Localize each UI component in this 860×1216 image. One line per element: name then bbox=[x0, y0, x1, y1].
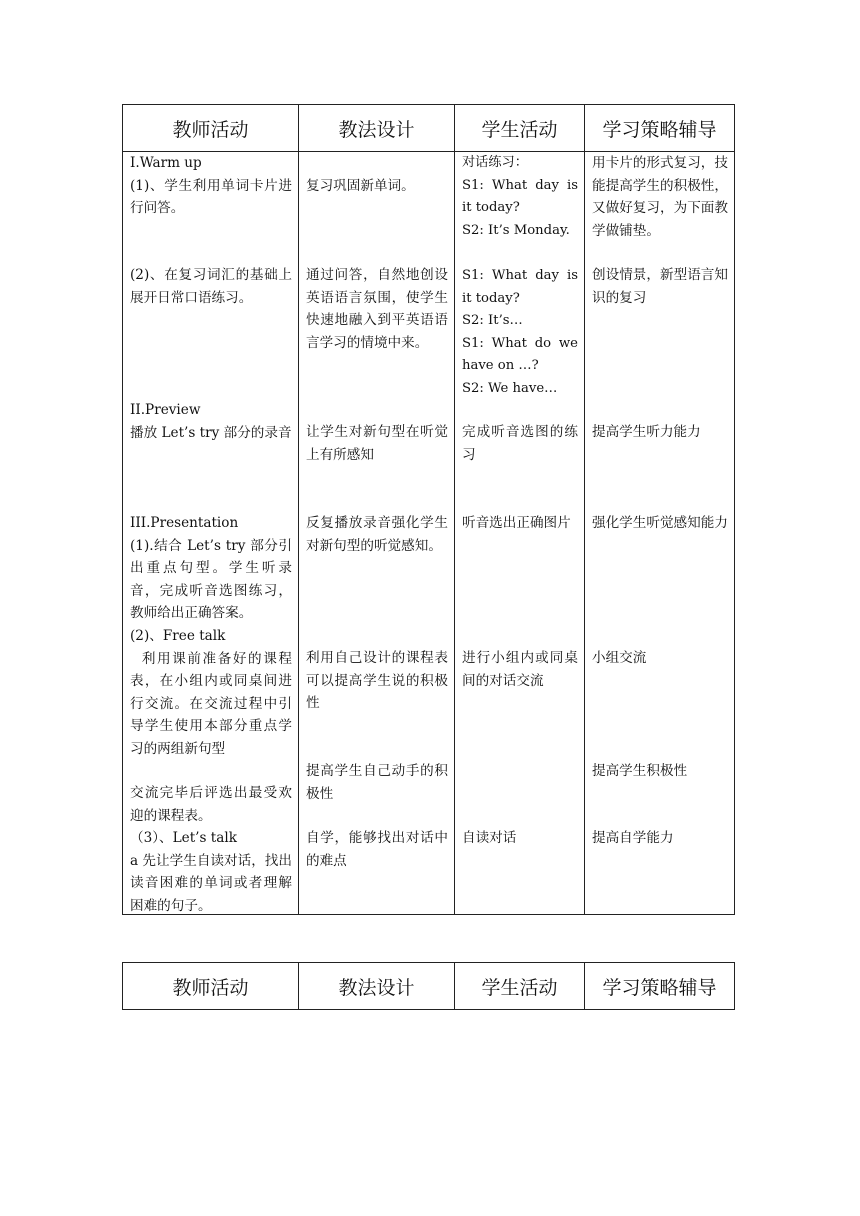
teacher-activity-cell bbox=[123, 152, 299, 915]
design-schedule: 利用自己设计的课程表可以提高学生说的积极性 bbox=[306, 650, 448, 712]
dialogue-line: S2: It’s… bbox=[462, 313, 523, 329]
preview-step: 播放 Let’s try 部分的录音 bbox=[130, 424, 292, 441]
dialogue-line: S1: What do we have on …? bbox=[462, 335, 578, 374]
learning-strategy-cell bbox=[585, 152, 735, 915]
design-self-study: 自学，能够找出对话中的难点 bbox=[306, 830, 448, 869]
strategy-perception: 强化学生听觉感知能力 bbox=[592, 515, 728, 531]
header-student-activity: 学生活动 bbox=[455, 963, 585, 1010]
header-teacher-activity: 教师活动 bbox=[123, 105, 299, 152]
student-self-read: 自读对话 bbox=[462, 830, 517, 846]
content-row bbox=[123, 152, 735, 915]
header-student-activity: 学生活动 bbox=[455, 105, 585, 152]
header-learning-strategy: 学习策略辅导 bbox=[585, 963, 735, 1010]
lets-talk-title: （3）、Let’s talk bbox=[130, 830, 237, 846]
design-repeat-audio: 反复播放录音强化学生对新句型的听觉感知。 bbox=[306, 515, 448, 554]
student-choose-picture: 听音选出正确图片 bbox=[462, 515, 571, 531]
presentation-step-1: (1).结合 Let’s try 部分引出重点句型。学生听录音，完成听音选图练习，教师给出正确答案。 bbox=[130, 537, 292, 622]
strategy-motivation: 提高学生积极性 bbox=[592, 763, 688, 779]
design-atmosphere: 通过问答，自然地创设英语语言氛围，使学生快速地融入到平英语语言学习的情境中来。 bbox=[306, 267, 448, 351]
header-teaching-design: 教法设计 bbox=[299, 105, 455, 152]
design-review-words: 复习巩固新单词。 bbox=[306, 178, 415, 194]
lets-talk-step: a 先让学生自读对话，找出读音困难的单词或者理解困难的句子。 bbox=[130, 852, 292, 914]
strategy-cards: 用卡片的形式复习，技能提高学生的积极性，又做好复习，为下面教学做铺垫。 bbox=[592, 155, 728, 239]
design-perception: 让学生对新句型在听觉上有所感知 bbox=[306, 424, 448, 463]
dialogue-line: S2: We have… bbox=[462, 380, 558, 396]
vote-step: 交流完毕后评选出最受欢迎的课程表。 bbox=[130, 785, 292, 824]
header-learning-strategy: 学习策略辅导 bbox=[585, 105, 735, 152]
dialogue-line: S1: What day is it today? bbox=[462, 268, 578, 306]
lesson-plan-table bbox=[122, 104, 735, 915]
header-teaching-design: 教法设计 bbox=[299, 963, 455, 1010]
warm-up-title: I.Warm up bbox=[130, 155, 202, 171]
strategy-self-study: 提高自学能力 bbox=[592, 830, 674, 846]
student-activity-cell bbox=[455, 152, 585, 915]
warm-up-step-1: (1)、学生利用单词卡片进行问答。 bbox=[130, 177, 292, 217]
presentation-title: III.Presentation bbox=[130, 515, 239, 531]
dialogue-line: S2: It’s Monday. bbox=[462, 222, 570, 238]
header-teacher-activity: 教师活动 bbox=[123, 963, 299, 1010]
dialogue-line: S1: What day is it today? bbox=[462, 177, 578, 216]
strategy-listening: 提高学生听力能力 bbox=[592, 424, 701, 440]
design-hands-on: 提高学生自己动手的积极性 bbox=[306, 763, 448, 802]
student-listen-choose: 完成听音选图的练习 bbox=[462, 424, 578, 463]
header-row bbox=[123, 105, 735, 152]
lesson-plan-table-continued bbox=[122, 962, 735, 1010]
header-row bbox=[123, 963, 735, 1010]
strategy-group: 小组交流 bbox=[592, 650, 647, 666]
strategy-scenario: 创设情景，新型语言知识的复习 bbox=[592, 267, 728, 306]
student-group-talk: 进行小组内或同桌间的对话交流 bbox=[462, 650, 578, 689]
preview-title: II.Preview bbox=[130, 402, 201, 418]
free-talk-step: 利用课前准备好的课程表，在小组内或同桌间进行交流。在交流过程中引导学生使用本部分重点学习的两组新句型 bbox=[130, 650, 292, 757]
dialogue-practice-title: 对话练习： bbox=[462, 155, 528, 170]
warm-up-step-2: (2)、在复习词汇的基础上展开日常口语练习。 bbox=[130, 267, 292, 306]
teaching-design-cell bbox=[299, 152, 455, 915]
free-talk-title: (2)、Free talk bbox=[130, 627, 226, 644]
